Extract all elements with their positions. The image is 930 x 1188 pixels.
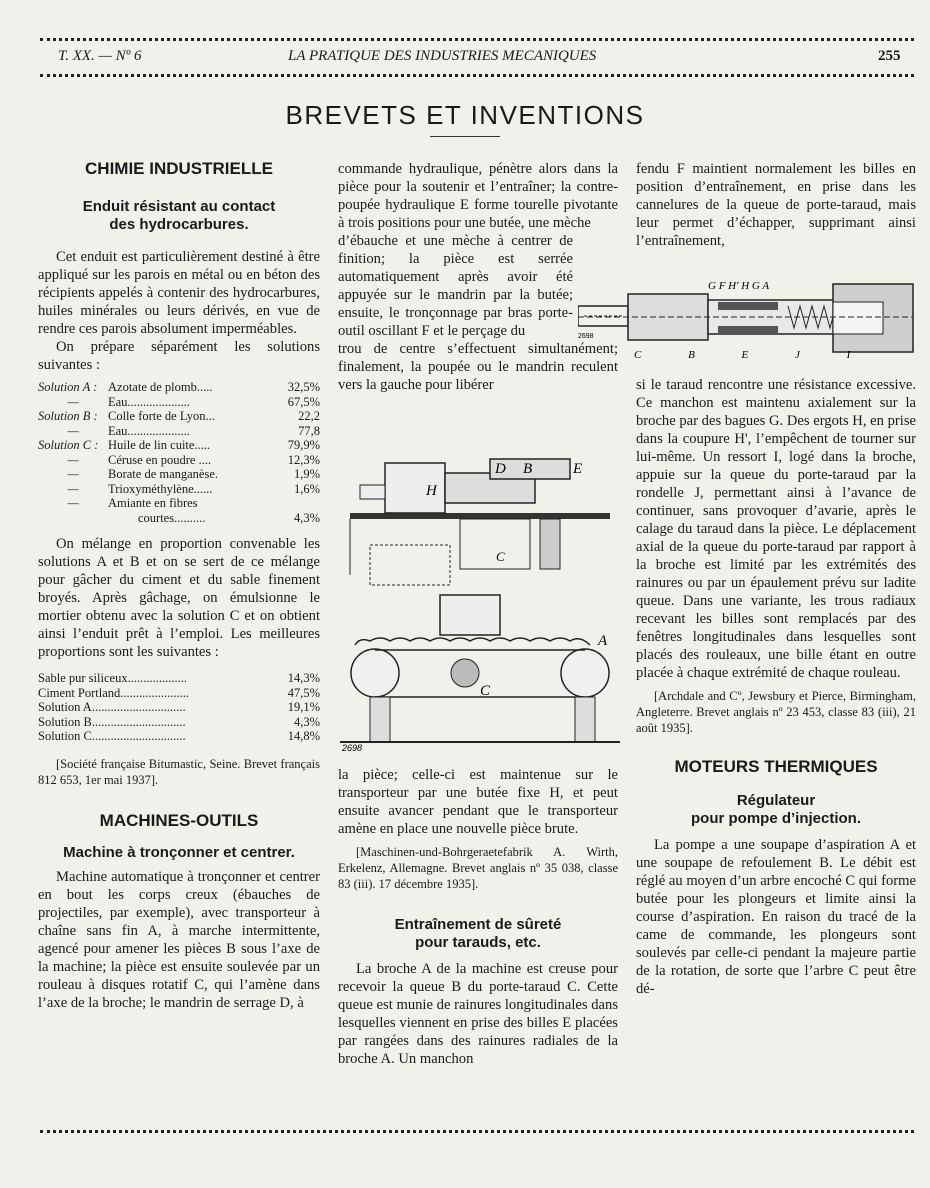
paragraph: La pompe a une soupape d’aspiration A et une soupape de refoulement B. Le débit est réglé au moyen d’un arbre encoché C qui forme butée pour les plongeurs et limite ainsi la course d’aspiration. En raison du tracé de la came de commande, les plongeurs sont soulevés par celle-ci pendant la majeure partie de la rotation, de sorte que l’arbre C peut être dé- [636, 837, 916, 997]
table-row: Solution C.............................. 14,8% [38, 729, 320, 743]
table-row: — Eau.................... 77,8 [67, 423, 320, 438]
paragraph: trou de centre s’effectuent simultanément; finalement, la poupée ou le mandrin reculent vers la gauche pour libérer [338, 341, 618, 393]
table-row: — Eau.................... 67,5% [67, 394, 320, 409]
patent-reference: [Société française Bitumastic, Seine. Brevet français 812 653, 1er mai 1937]. [38, 756, 320, 787]
paragraph: la pièce; celle-ci est maintenue sur le transporteur par une butée fixe H, et peut ensuite avancer pendant que le transporteur amène en place une nouvelle pièce brute. [338, 767, 618, 837]
article-title-regulateur-2: pour pompe d’injection. [691, 810, 861, 827]
figure-number: 2698 [342, 743, 363, 753]
title-underline [430, 136, 500, 137]
solutions-table [38, 380, 320, 525]
patent-reference: [Maschinen-und-Bohrgeraetefabrik A. Wirth, Erkelenz, Allemagne. Brevet anglais nº 35 038, classe 83 (iii). 17 décembre 1935]. [338, 845, 618, 891]
label-E: E [573, 461, 583, 477]
page-title: BREVETS ET INVENTIONS [285, 100, 645, 130]
paragraph: On mélange en proportion convenable les solutions A et B et on se sert de ce mélange pour gâcher du ciment et du sable finement broyés. Après gâchage, on émulsionne le mortier obtenu avec la solution C et on obtient ainsi l’enduit prêt à l’emploi. Les meilleures proportions sont les suivantes : [38, 536, 320, 660]
section-heading-chimie: CHIMIE INDUSTRIELLE [85, 159, 273, 178]
column-2 [338, 160, 618, 394]
article-title-regulateur-1: Régulateur [736, 792, 816, 809]
bottom-border-rule [40, 1130, 914, 1136]
table-row: Solution A.............................. 19,1% [38, 700, 320, 714]
column-3-continued [636, 376, 916, 998]
article-title-entrainement-1: Entraînement de sûreté [394, 916, 562, 933]
table-row: — Amiante en fibres [67, 496, 198, 510]
table-row: Ciment Portland...................... 47,5% [38, 685, 320, 700]
article-title-tronconner: Machine à tronçonner et centrer. [63, 843, 295, 861]
paragraph: si le taraud rencontre une résistance excessive. Ce manchon est maintenu axialement sur la broche par des bagues G. Des ergots H, en prise dans la coupure H', l’empêchent de tourner sur lui-même. Un ressort I, logé dans la broche, appuie sur la queue du porte-taraud par la rondelle J, permettant ainsi à l’avance de continuer, sans provoquer d’avarie, après le calage du taraud dans la pièce. Le déplacement axial de la queue du porte-taraud par rapport à la broche est limité par les extrémités des rainures ou par un épaulement prévu sur ladite queue. Dans une variante, les trous radiaux recevant les billes sont remplacés par des fenêtres longitudinales dans lesquelles sont placés des rouleaux, une bille étant en outre placée à chaque extrémité de chaque rouleau. [636, 377, 916, 681]
paragraph: fendu F maintient normalement les billes en position d’entraînement, en prise dans les cannelures de la queue de porte-taraud, mais leur permet d’échapper, supprimant ainsi l’entraînement, [636, 161, 916, 249]
table-row: Solution B.............................. 4,3% [38, 714, 320, 729]
running-header [40, 48, 914, 70]
figure-labels-top: G F H' H G A [708, 280, 770, 292]
figure-labels-bottom: C B E J I [634, 349, 873, 361]
paragraph: Cet enduit est particulièrement destiné à être appliqué sur les parois en métal ou en béton des récipients appelés à contenir des hydrocarbures, huiles minérales ou leurs dérivés, en vue de rendre ces parois absolument imperméables. [38, 249, 320, 337]
table-row: Solution C : Huile de lin cuite..... 79,9% [38, 438, 320, 452]
label-C: C [480, 683, 491, 699]
table-row: — Céruse en poudre .... 12,3% [67, 452, 320, 467]
table-row: Solution A : Azotate de plomb..... 32,5% [38, 380, 320, 394]
spindle-figure [578, 276, 918, 366]
article-title-entrainement-2: pour tarauds, etc. [415, 934, 541, 951]
column-3 [636, 160, 916, 250]
machine-figure [340, 445, 620, 755]
paragraph: commande hydraulique, pénètre alors dans la pièce pour la soutenir et l’entraîner; la contre-poupée hydraulique E forme tourelle pivotante à trois positions pour une butée, une mèche [338, 161, 618, 231]
table-row: — Trioxyméthylène...... 1,6% [67, 481, 320, 496]
label-A: A [598, 633, 608, 649]
journal-title: LA PRATIQUE DES INDUSTRIES MECANIQUES [288, 48, 597, 64]
label-H: H [426, 483, 437, 499]
section-heading-moteurs: MOTEURS THERMIQUES [674, 757, 878, 776]
paragraph: La broche A de la machine est creuse pour recevoir la queue B du porte-taraud C. Cette queue est munie de rainures longitudinales dans lesquelles viennent en prise des billes E placées par rangées dans des rainures radiales de la broche A. Un manchon [338, 961, 618, 1067]
label-B: B [523, 461, 533, 477]
label-C-top: C [496, 549, 505, 564]
patent-reference: [Archdale and Cº, Jewsbury et Pierce, Birmingham, Angleterre. Brevet anglais nº 23 453, classe 83 (iii), 21 août 1935]. [636, 689, 916, 735]
paragraph: d’ébauche et une mèche à centrer de finition; la pièce est serrée automatiquement après avoir été appuyée sur le mandrin par la butée; ensuite, le tronçonnage par bras porte-outil oscillant F et le perçage du [338, 233, 573, 339]
figure-number: 2698 [578, 333, 594, 340]
section-heading-machines-outils: MACHINES-OUTILS [99, 810, 259, 830]
proportions-table [38, 671, 320, 744]
table-row: courtes.......... 4,3% [138, 510, 320, 525]
paragraph: On prépare séparément les solutions suivantes : [38, 339, 320, 373]
table-row: Sable pur siliceux................... 14,3% [38, 671, 320, 685]
article-title-enduit-1: Enduit résistant au contact [82, 198, 276, 215]
column-1 [38, 160, 320, 1012]
paragraph: Machine automatique à tronçonner et centrer en bout les corps creux (ébauches de projectiles, par exemple), avec transporteur à chaîne sans fin A, à marche intermittente, agencé pour amener les pièces B sous l’axe de la machine; la pièce est ensuite soulevée par un rouleau à disques rotatif C, qui l’amène dans l’axe de la broche; le mandrin de serrage D, à [38, 868, 320, 1011]
volume-number: T. XX. — Nº 6 [58, 48, 142, 64]
top-border-rule [40, 38, 914, 44]
table-row: Solution B : Colle forte de Lyon... 22,2 [38, 409, 320, 423]
label-D: D [495, 461, 506, 477]
article-title-enduit-2: des hydrocarbures. [109, 216, 249, 233]
column-2-continued [338, 766, 618, 1068]
table-row: — Borate de manganèse. 1,9% [67, 467, 320, 481]
page-number: 255 [878, 48, 901, 64]
header-bottom-rule [40, 74, 914, 80]
